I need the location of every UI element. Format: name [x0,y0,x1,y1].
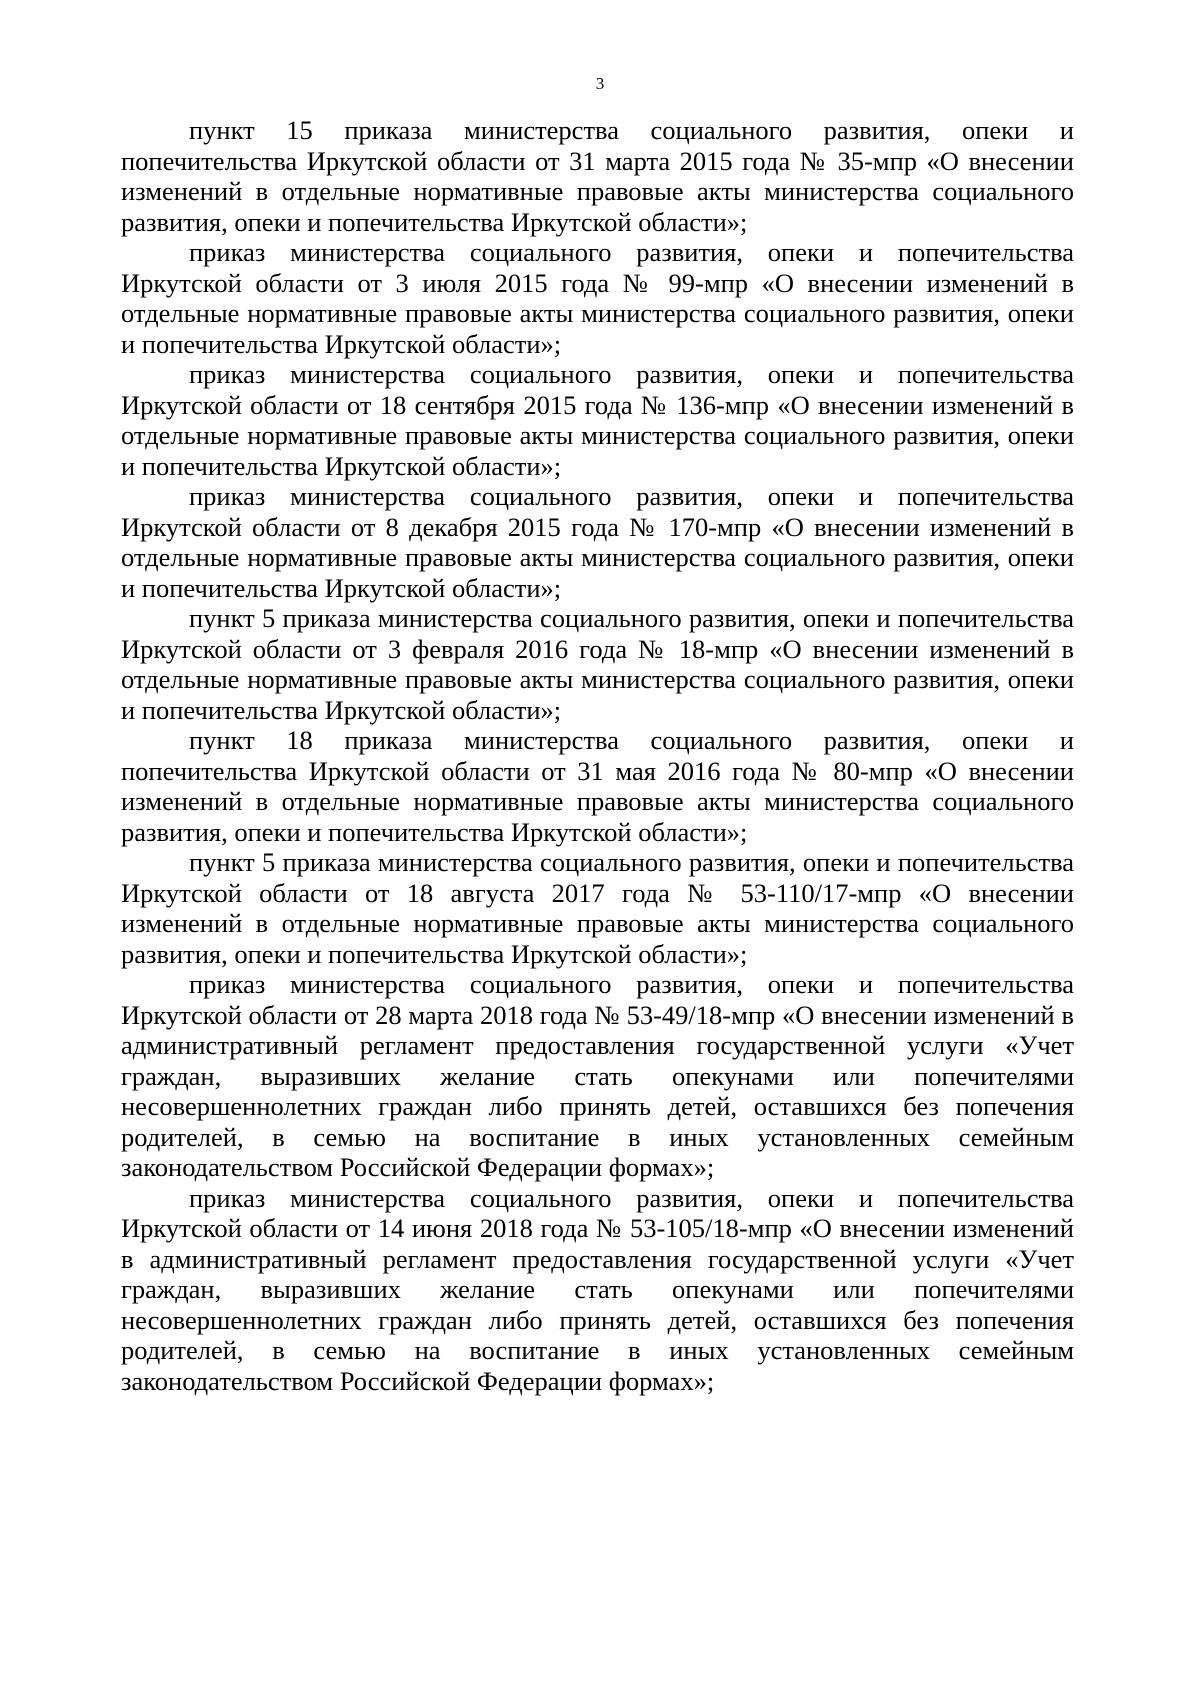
paragraph-3: приказ министерства социального развития, опеки и попечительства Иркутской области от 18 сентября 2015 года № 136-мпр «О внесении изменений в отдельные нормативные правовые акты министерства социального развития, опеки и попечительства Иркутской области»; [121,359,1074,481]
paragraph-9: приказ министерства социального развития, опеки и попечительства Иркутской области от 14 июня 2018 года № 53-105/18-мпр «О внесении изменений в административный регламент предоставления государственной услуги «Учет граждан, выразивших желание стать опекунами или попечителями несовершеннолетних граждан либо принять детей, оставшихся без попечения родителей, в семью на воспитание в иных установленных семейным законодательством Российской Федерации формах»; [121,1182,1074,1396]
paragraph-5: пункт 5 приказа министерства социального развития, опеки и попечительства Иркутской области от 3 февраля 2016 года № 18-мпр «О внесении изменений в отдельные нормативные правовые акты министерства социального развития, опеки и попечительства Иркутской области»; [121,603,1074,725]
paragraph-2: приказ министерства социального развития, опеки и попечительства Иркутской области от 3 июля 2015 года № 99-мпр «О внесении изменений в отдельные нормативные правовые акты министерства социального развития, опеки и попечительства Иркутской области»; [121,237,1074,359]
paragraph-1: пункт 15 приказа министерства социального развития, опеки и попечительства Иркутской области от 31 марта 2015 года № 35-мпр «О внесении изменений в отдельные нормативные правовые акты министерства социального развития, опеки и попечительства Иркутской области»; [121,115,1074,237]
page-number: 3 [595,74,605,93]
paragraph-7: пункт 5 приказа министерства социального развития, опеки и попечительства Иркутской области от 18 августа 2017 года № 53-110/17-мпр «О внесении изменений в отдельные нормативные правовые акты министерства социального развития, опеки и попечительства Иркутской области»; [121,847,1074,969]
paragraph-8: приказ министерства социального развития, опеки и попечительства Иркутской области от 28 марта 2018 года № 53-49/18-мпр «О внесении изменений в административный регламент предоставления государственной услуги «Учет граждан, выразивших желание стать опекунами или попечителями несовершеннолетних граждан либо принять детей, оставшихся без попечения родителей, в семью на воспитание в иных установленных семейным законодательством Российской Федерации формах»; [121,969,1074,1182]
document-body [121,115,1074,1396]
paragraph-4: приказ министерства социального развития, опеки и попечительства Иркутской области от 8 декабря 2015 года № 170-мпр «О внесении изменений в отдельные нормативные правовые акты министерства социального развития, опеки и попечительства Иркутской области»; [121,481,1074,603]
paragraph-6: пункт 18 приказа министерства социального развития, опеки и попечительства Иркутской области от 31 мая 2016 года № 80-мпр «О внесении изменений в отдельные нормативные правовые акты министерства социального развития, опеки и попечительства Иркутской области»; [121,725,1074,847]
